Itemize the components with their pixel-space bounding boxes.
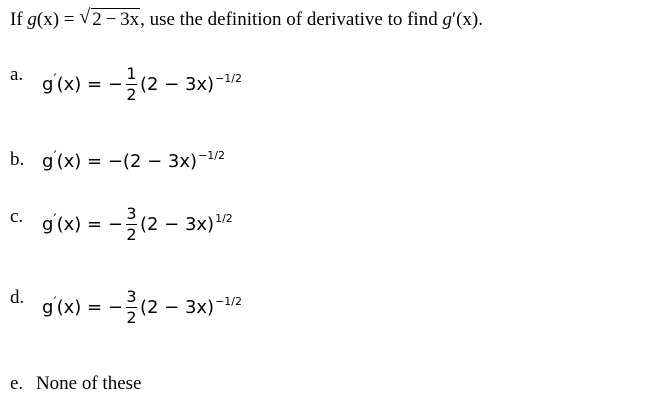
option-d-denominator: 2 — [126, 308, 137, 327]
option-b-lhs-arg: (x) = −(2 − 3x) — [56, 151, 198, 172]
option-a-numerator: 1 — [126, 64, 137, 83]
question-function-name: g — [27, 9, 37, 30]
question-function-arg: (x) = — [36, 9, 75, 30]
question-instruction: , use the definition of derivative to find — [140, 9, 438, 30]
option-a-denominator: 2 — [126, 85, 137, 104]
option-a-letter: a. — [10, 64, 24, 85]
option-a-lhs: g — [42, 74, 54, 95]
option-a-fraction — [126, 65, 137, 104]
square-root-expression — [79, 6, 140, 31]
option-c-exponent: 1/2 — [215, 212, 233, 225]
option-c-base: (2 − 3x) — [139, 214, 215, 235]
option-a-exponent: −1/2 — [215, 72, 242, 85]
option-c-numerator: 3 — [126, 204, 137, 223]
option-c-letter: c. — [10, 206, 24, 227]
option-c-denominator: 2 — [126, 225, 137, 244]
option-c-lhs-arg: (x) = − — [56, 214, 123, 235]
option-b-prime: ′ — [53, 148, 57, 165]
option-b-exponent: −1/2 — [198, 149, 225, 162]
option-a-lhs-arg: (x) = − — [56, 74, 123, 95]
option-d-base: (2 − 3x) — [139, 297, 215, 318]
option-d-exponent: −1/2 — [215, 295, 242, 308]
option-b-expression — [42, 148, 225, 172]
option-a-prime: ′ — [53, 71, 57, 88]
option-d-letter: d. — [10, 287, 25, 308]
question-target-prime: ′ — [451, 9, 457, 30]
option-d-lhs: g — [42, 297, 54, 318]
option-a-expression — [42, 65, 242, 104]
question-prefix: If — [10, 9, 23, 30]
question-target-arg: (x). — [456, 9, 484, 30]
option-a-base: (2 − 3x) — [139, 74, 215, 95]
question-text — [10, 6, 484, 31]
option-e-letter: e. — [10, 373, 24, 394]
option-c-fraction — [126, 205, 137, 244]
option-c-prime: ′ — [53, 211, 57, 228]
option-d-prime: ′ — [53, 294, 57, 311]
option-c-expression — [42, 205, 233, 244]
option-b-letter: b. — [10, 149, 25, 170]
radical-sign-icon: √ — [79, 6, 91, 28]
option-d-fraction — [126, 288, 137, 327]
option-c-lhs: g — [42, 214, 54, 235]
option-d-numerator: 3 — [126, 287, 137, 306]
radicand: 2 − 3x — [92, 9, 140, 30]
option-d-lhs-arg: (x) = − — [56, 297, 123, 318]
option-d-expression — [42, 288, 242, 327]
question-target-func: g — [442, 9, 452, 30]
option-e-text: None of these — [35, 373, 142, 394]
option-e — [10, 373, 141, 395]
option-b-lhs: g — [42, 151, 54, 172]
